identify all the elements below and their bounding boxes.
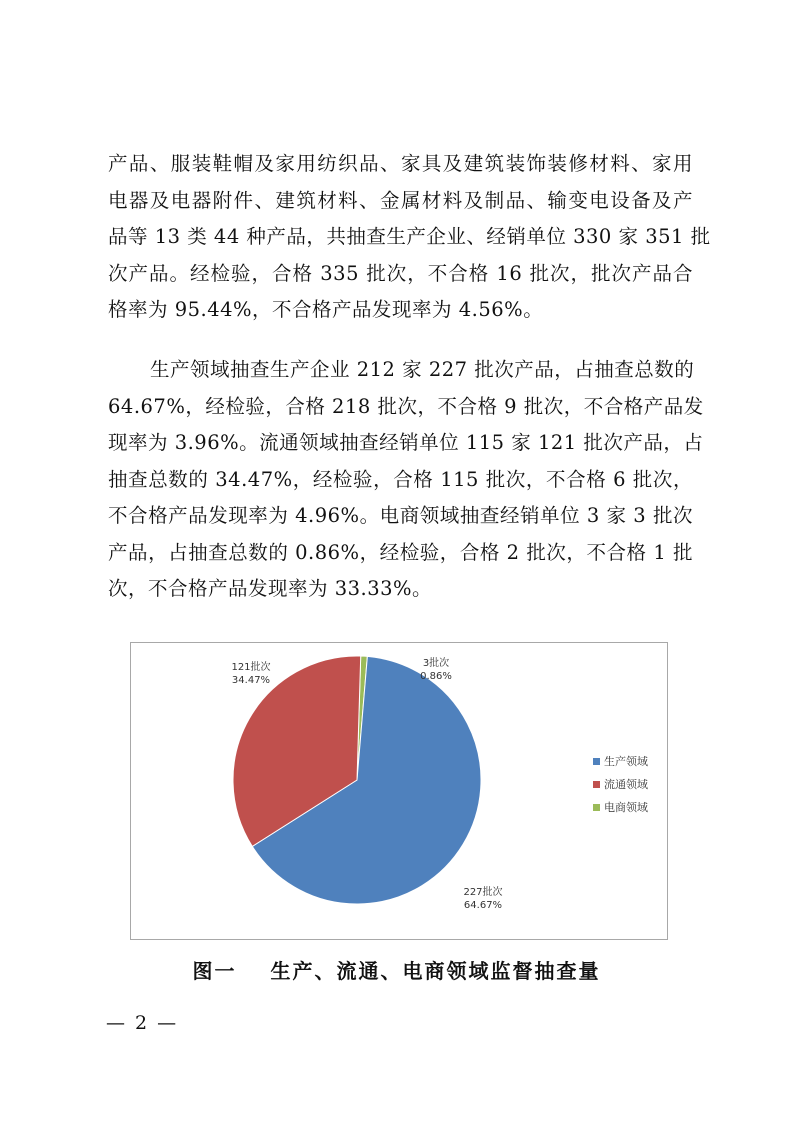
paragraph-line: 次产品。经检验，合格 335 批次，不合格 16 批次，批次产品合 bbox=[108, 261, 693, 285]
pie-chart bbox=[131, 643, 667, 939]
pie-chart-figure bbox=[130, 642, 668, 940]
figure-caption-number: 图一 bbox=[192, 959, 237, 983]
page-number: — 2 — bbox=[106, 1012, 179, 1034]
legend-swatch bbox=[593, 804, 600, 811]
slice-percent-label: 64.67% bbox=[463, 900, 503, 911]
legend-label: 流通领域 bbox=[604, 778, 648, 791]
paragraph-line: 不合格产品发现率为 4.96%。电商领域抽查经销单位 3 家 3 批次 bbox=[108, 504, 693, 527]
paragraph-line: 电器及电器附件、建筑材料、金属材料及制品、输变电设备及产 bbox=[108, 188, 693, 212]
slice-percent-label: 34.47% bbox=[231, 675, 271, 686]
paragraph-2 bbox=[108, 352, 704, 608]
paragraph-line: 格率为 95.44%，不合格产品发现率为 4.56%。 bbox=[108, 298, 544, 321]
paragraph-line: 次，不合格产品发现率为 33.33%。 bbox=[108, 577, 433, 600]
slice-count-label: 227批次 bbox=[463, 887, 503, 898]
paragraph-1 bbox=[108, 146, 711, 329]
paragraph-line: 64.67%，经检验，合格 218 批次，不合格 9 批次，不合格产品发 bbox=[108, 394, 704, 418]
legend-swatch bbox=[593, 758, 600, 765]
legend-label: 生产领域 bbox=[604, 755, 648, 768]
paragraph-line: 品等 13 类 44 种产品，共抽查生产企业、经销单位 330 家 351 批 bbox=[108, 225, 711, 248]
paragraph-line: 产品，占抽查总数的 0.86%，经检验，合格 2 批次，不合格 1 批 bbox=[108, 540, 693, 564]
slice-count-label: 3批次 bbox=[422, 658, 450, 669]
legend-swatch bbox=[593, 781, 600, 788]
slice-count-label: 121批次 bbox=[231, 662, 271, 673]
paragraph-line: 生产领域抽查生产企业 212 家 227 批次产品，占抽查总数的 bbox=[150, 358, 695, 381]
paragraph-line: 现率为 3.96%。流通领域抽查经销单位 115 家 121 批次产品，占 bbox=[108, 431, 704, 454]
legend-label: 电商领域 bbox=[604, 801, 648, 814]
figure-caption bbox=[0, 955, 793, 984]
slice-percent-label: 0.86% bbox=[420, 671, 452, 682]
figure-caption-text: 生产、流通、电商领域监督抽查量 bbox=[270, 959, 601, 983]
paragraph-line: 抽查总数的 34.47%，经检验，合格 115 批次，不合格 6 批次， bbox=[108, 467, 693, 491]
paragraph-line: 产品、服装鞋帽及家用纺织品、家具及建筑装饰装修材料、家用 bbox=[108, 152, 693, 175]
